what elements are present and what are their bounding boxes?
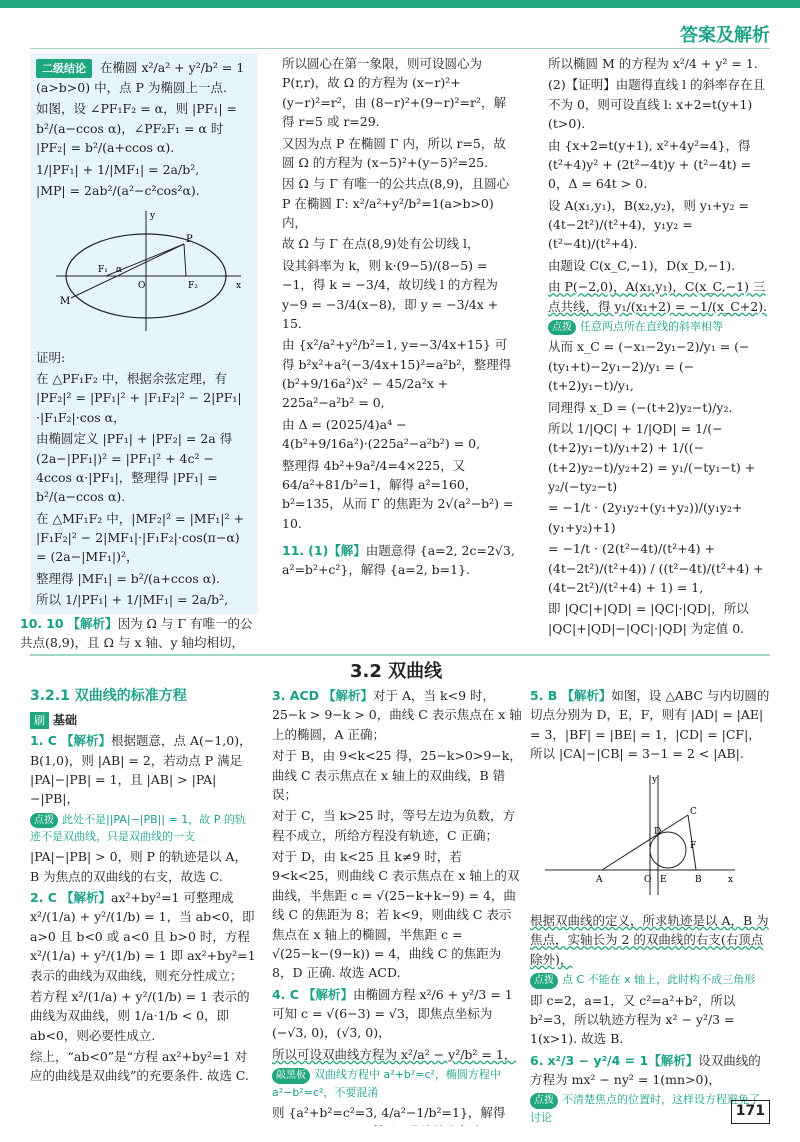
svg-text:O: O [644,874,652,885]
q1-note-icon: 点拨 [30,813,58,829]
conclusion-line-6: 由椭圆定义 |PF₁| + |PF₂| = 2a 得 (2a−|PF₁|)² = |PF₁|² + 4c² − 4ccos α·|PF₁|，整理得 |PF₁| = b²/(a−ccos α). [36,431,233,505]
q6-text: 设双曲线的方程为 mx² − ny² = 1(mn>0)， [530,1052,761,1087]
q3-c: 对于 C，当 k>25 时，等号左边为负数，方程不成立，所给方程没有轨迹，C 正确； [272,808,515,843]
subsection-title: 3.2.1 双曲线的标准方程 [30,688,187,704]
block-3 [530,686,770,1126]
svg-text:A: A [596,874,603,885]
secondary-conclusion-box [30,54,258,614]
q2-text2: 若方程 x²/(1/a) + y²/(1/b) = 1 表示的曲线为双曲线，则 1/a·1/b < 0，即 ab<0，则必要性成立. [30,988,250,1043]
q10-answer: 10 [46,616,64,631]
svg-text:C: C [690,806,697,817]
question-10 [20,614,260,653]
col2-line-4: 设其斜率为 k，则 k·(9−5)/(8−5) = −1，得 k = −3/4，故切线 l 的方程为 y−9 = −3/4(x−8)，即 y = −3/4x + 15. [282,257,499,331]
conclusion-line-3: |MP| = 2ab²/(a²−c²cos²α). [36,182,200,198]
q5-text3: 即 c=2，a=1，又 c²=a²+b²，所以 b²=3，所以轨迹方程为 x² − y²/3 = 1(x>1). 故选 B. [530,992,736,1047]
svg-text:F₂: F₂ [188,281,198,292]
col3-line-2: 由 {x+2=t(y+1), x²+4y²=4}，得 (t²+4)y² + (2t²−4t)y + (t²−4t) = 0，Δ = 64t > 0. [548,137,752,192]
q11-text: 由题意得 {a=2, 2c=2√3, a²=b²+c²}，解得 {a=2, b=1}. [282,543,515,578]
svg-text:α: α [116,265,123,276]
q10-text: 因为 Ω 与 Γ 有唯一的公共点(8,9)，且 Ω 与 x 轴、y 轴均相切， [20,616,253,651]
block-1 [30,686,256,1126]
question-11 [282,541,518,580]
level-text: 基础 [53,712,78,727]
q3-b: 对于 B，由 9<k<25 得，25−k>0>9−k，曲线 C 表示焦点在 x 轴上的双曲线，B 错误； [272,748,522,802]
q2-text3: 综上，“ab<0”是“方程 ax²+by²=1 对应的曲线是双曲线”的充要条件. 故选 C. [30,1049,249,1084]
q4-text3: 则 {a²+b²=c²=3, 4/a²−1/b²=1}，解得 [272,1104,506,1120]
svg-text:x: x [728,874,734,885]
col3-line-3: 设 A(x₁,y₁)，B(x₂,y₂)，则 y₁+y₂ = (4t−2t²)/(t²+4)，y₁y₂ = (t²−4t)/(t²+4). [548,197,749,252]
conclusion-line-2: 1/|PF₁| + 1/|MF₁| = 2a/b², [36,161,200,177]
q3-label: 【解析】 [323,688,374,703]
col2-line-7: 整理得 4b²+9a²/4=4×225，又 64/a²+81/b²=1，解得 a²=160，b²=135，从而 Γ 的焦距为 2√(a²−b²) = 10. [282,457,514,531]
col3-line-6: 从而 x_C = (−x₁−2y₁−2)/y₁ = (−(ty₁+t)−2y₁−2)/y₁ = (−(t+2)y₁−t)/y₁, [548,339,750,394]
conclusion-line-8: 整理得 |MF₁| = b²/(a+ccos α). [36,570,221,586]
q4-text2: 所以可设双曲线方程为 x²/a² − y²/b² = 1， [272,1046,517,1062]
q3-d: 对于 D，由 k<25 且 k≠9 时，若 9<k<25，则曲线 C 表示焦点在 x 轴上的双曲线，半焦距 c = √(25−k+k−9) = 4，曲线 C 的焦距为 8；若 k<9，则曲线 C 表示焦点在 x 轴上的椭圆，半焦距 c = √(25−k−(9−k)) = 4，曲线 C 的焦距为 8，D 正确. 故选 ACD. [272,849,520,981]
q11-label: (1)【解】 [308,543,366,558]
col3-line-1: (2)【证明】由题得直线 l 的斜率存在且不为 0，则可设直线 l: x+2=t(y+1)(t>0). [548,77,766,132]
col2-line-1: 又因为点 P 在椭圆 Γ 内，所以 r=5，故圆 Ω 的方程为 (x−5)²+(y−5)²=25. [282,135,506,170]
q5-number: 5. B [530,688,558,703]
q4-number: 4. C [272,986,299,1002]
header-title: 答案及解析 [680,25,770,46]
q1-number: 1. C [30,733,57,749]
q1-tail: |PA|−|PB| > 0，则 P 的轨迹是以 A，B 为焦点的双曲线的右支，故选 C. [30,849,247,884]
q5-label: 【解析】 [561,688,612,703]
col2-line-3: 故 Ω 与 Γ 在点(8,9)处有公切线 l， [282,236,480,252]
conclusion-line-1: 如图，设 ∠PF₁F₂ = α，则 |PF₁| = b²/(a−ccos α)，∠PF₂F₁ = α 时 |PF₂| = b²/(a+ccos α). [36,101,238,156]
q6-number: 6. [530,1052,544,1068]
col3-line-10: = −1/t · (2(t²−4t)/(t²+4) + (4t−2t²)/(t²+4)) / ((t²−4t)/(t²+4) + (4t−2t²)/(t²+4) + 1) = 1, [548,541,764,595]
q4-note: 敲黑板 双曲线方程中 a²+b²=c²，椭圆方程中 a²−b²=c²，不要混淆 [272,1068,501,1099]
col3-line-0: 所以椭圆 M 的方程为 x²/4 + y² = 1. [548,56,758,71]
svg-text:O: O [138,281,146,292]
conclusion-line-7: 在 △MF₁F₂ 中，|MF₂|² = |MF₁|² + |F₁F₂|² − 2|MF₁|·|F₁F₂|·cos(π−α) = (2a−|MF₁|)²， [36,510,244,565]
q10-number: 10. [20,616,43,631]
svg-text:D: D [654,826,662,837]
q6-label: 【解析】 [648,1052,699,1068]
q1-note: 点拨 此处不是||PA|−|PB|| = 1，故 P 的轨迹不是双曲线，只是双曲线的一支 [30,812,246,844]
q6-note-icon: 点拨 [530,1093,558,1109]
q1-label: 【解析】 [60,733,111,749]
conclusion-line-9: 所以 1/|PF₁| + 1/|MF₁| = 2a/b², [36,592,229,608]
section-divider [30,654,770,656]
q5-note: 点拨 点 C 不能在 x 轴上，此时构不成三角形 [530,971,770,989]
page-number: 171 [731,1100,770,1124]
section-title: 3.2 双曲线 [350,661,443,682]
solution-column-3 [548,54,770,654]
col3-note: 点拨 任意两点所在直线的斜率相等 [548,318,770,336]
q6-answer: x²/3 − y²/4 = 1 [547,1052,649,1068]
q4-text: 由椭圆方程 x²/6 + y²/3 = 1 可知 c = √(6−3) = √3，即焦点坐标为 (−√3, 0)，(√3, 0)， [272,986,513,1041]
q11-number: 11. [282,543,305,558]
conclusion-line-4: 证明: [36,349,66,365]
svg-text:P: P [186,234,193,246]
q3-number: 3. ACD [272,688,320,703]
q4-label: 【解析】 [302,986,353,1002]
svg-text:F: F [690,840,697,851]
q2-label: 【解析】 [60,890,111,906]
q4-note-icon: 敲黑板 [272,1068,310,1084]
col2-line-6: 由 Δ = (2025/4)a⁴ − 4(b²+9/16a²)·(225a²−a²b²) = 0, [282,416,481,452]
col3-line-11: 即 |QC|+|QD| = |QC|·|QD|，所以 |QC|+|QD|−|QC|·|QD| 为定值 0. [548,601,749,636]
conclusion-tag: 二级结论 [36,59,92,78]
conclusion-line-5: 在 △PF₁F₂ 中，根据余弦定理，有 |PF₂|² = |PF₁|² + |F₁F₂|² − 2|PF₁|·|F₁F₂|·cos α， [36,371,242,425]
q5-note-icon: 点拨 [530,973,558,989]
conclusion-line-0: 在椭圆 x²/a² + y²/b² = 1 (a>b>0) 中，点 P 为椭圆上一点. [36,60,245,96]
svg-text:E: E [660,874,667,885]
col2-line-5: 由 {x²/a²+y²/b²=1, y=−3/4x+15} 可得 b²x²+a²(−3/4x+15)²=a²b²，整理得 (b²+9/16a²)x² − 45/2a²x + 225a²−a²b² = 0, [282,337,512,411]
col3-line-4: 由题设 C(x_C,−1)，D(x_D,−1). [548,257,736,273]
q3-text: 对于 A，当 k<9 时，25−k > 9−k > 0，曲线 C 表示焦点在 x 轴上的椭圆，A 正确； [272,688,522,742]
q6-note: 点拨 不清楚焦点的位置时，这样设方程避免了讨论 [530,1093,760,1124]
col2-line-2: 因 Ω 与 Γ 有唯一的公共点(8,9)，且圆心 P 在椭圆 Γ: x²/a²+y²/b²=1(a>b>0) 内， [282,176,510,230]
triangle-incircle-diagram [540,770,740,900]
svg-text:y: y [150,211,156,222]
q10-label: 【解析】 [67,616,118,631]
col2-line-0: 所以圆心在第一象限，则可设圆心为 P(r,r)，故 Ω 的方程为 (x−r)²+(y−r)²=r²，由 (8−r)²+(9−r)²=r²，解得 r=5 或 r=29. [282,56,506,130]
note-icon: 点拨 [548,320,576,336]
svg-text:x: x [236,281,242,292]
level-tag: 刷 [30,712,49,729]
solution-column-2 [282,54,518,644]
q5-text: 如图，设 △ABC 与内切圆的切点分别为 D，E，F，则有 |AD| = |AE| = 3，|BF| = |BE| = 1，|CD| = |CF|，所以 |CA|−|CB| = 3−1 = 2 < |AB|. [530,688,770,762]
col3-line-8: 所以 1/|QC| + 1/|QD| = 1/(−(t+2)y₁−t)/y₁+2) + 1/((−(t+2)y₂−t)/y₂+2) = y₁/(−ty₁−t) + y₂/(−ty₂−t) [548,420,756,494]
header-divider [30,48,770,49]
svg-text:y: y [652,774,658,785]
col3-line-5: 由 P(−2,0)，A(x₁,y₁)，C(x_C,−1) 三点共线，得 y₁/(x₁+2) = −1/(x_C+2). [548,279,768,314]
svg-text:B: B [695,874,702,885]
svg-text:F₁: F₁ [98,265,108,276]
header-bar [0,0,800,8]
ellipse-diagram [46,206,246,336]
col3-line-9: = −1/t · (2y₁y₂+(y₁+y₂))/(y₁y₂+(y₁+y₂)+1) [548,500,743,535]
col3-line-7: 同理得 x_D = (−(t+2)y₂−t)/y₂. [548,399,733,415]
q2-number: 2. C [30,890,57,906]
svg-text:M: M [60,296,71,308]
q5-text2: 根据双曲线的定义，所求轨迹是以 A，B 为焦点，实轴长为 2 的双曲线的右支(右顶点除外)， [530,912,769,967]
block-2 [272,686,522,1126]
q2-text: ax²+by²=1 可整理成 x²/(1/a) + y²/(1/b) = 1，当 ab<0，即 a>0 且 b<0 或 a<0 且 b>0 时，方程 x²/(1/a) + y²/(1/b) = 1 即 ax²+by²=1 表示的曲线为双曲线，则充分性成立； [30,890,256,983]
q1-text: 根据题意，点 A(−1,0)，B(1,0)，则 |AB| = 2，若动点 P 满足 |PA|−|PB| = 1，且 |AB| > |PA|−|PB|， [30,733,252,807]
